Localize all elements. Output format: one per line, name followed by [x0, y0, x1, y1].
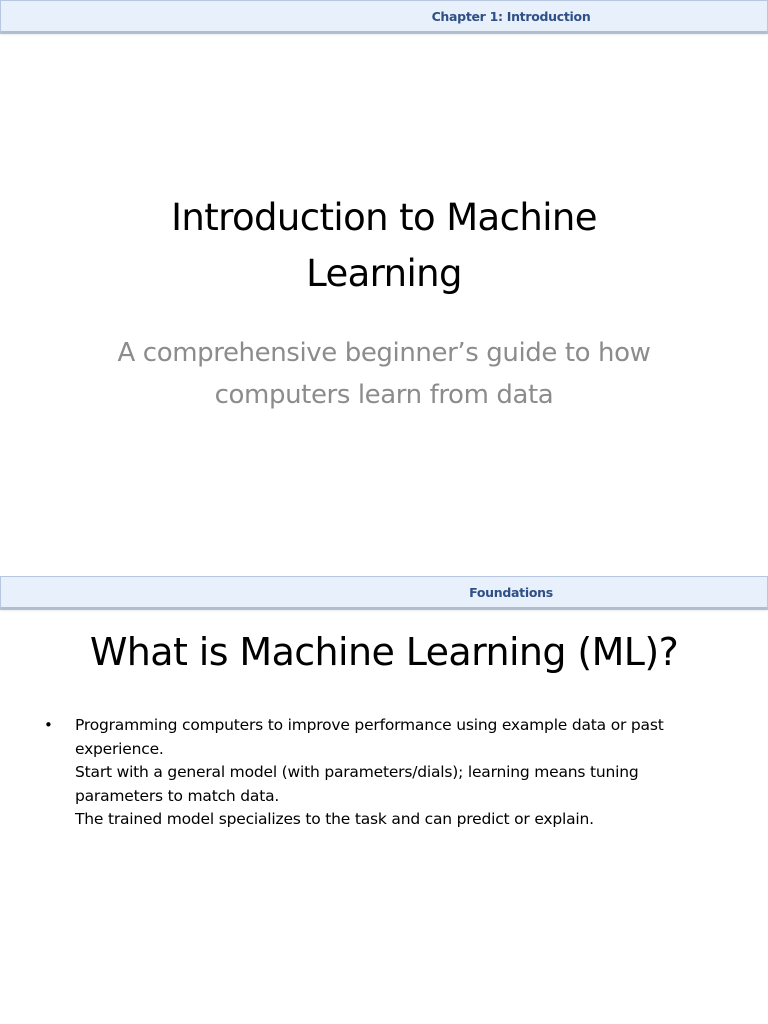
- slide-subtitle: A comprehensive beginner’s guide to how computers learn from data: [117, 338, 651, 410]
- bullet-item: [44, 714, 704, 832]
- slide-what-is-ml: [0, 576, 768, 1024]
- slide-header-text: Chapter 1: Introduction: [431, 9, 591, 24]
- slide-header-bar: [0, 576, 768, 610]
- slide-header-text: Foundations: [469, 585, 553, 600]
- bullet-line: The trained model specializes to the task and can predict or explain.: [75, 810, 594, 828]
- slide-heading: What is Machine Learning (ML)?: [89, 630, 679, 674]
- bullet-list: [44, 714, 704, 832]
- bullet-line: Programming computers to improve performance using example data or past experience.: [75, 716, 664, 758]
- slide-title-heading: Introduction to Machine Learning: [171, 196, 597, 295]
- bullet-marker: •: [44, 716, 53, 734]
- slide-header-bar: [0, 0, 768, 34]
- bullet-line: Start with a general model (with parameters/dials); learning means tuning parameters to match data.: [75, 763, 639, 805]
